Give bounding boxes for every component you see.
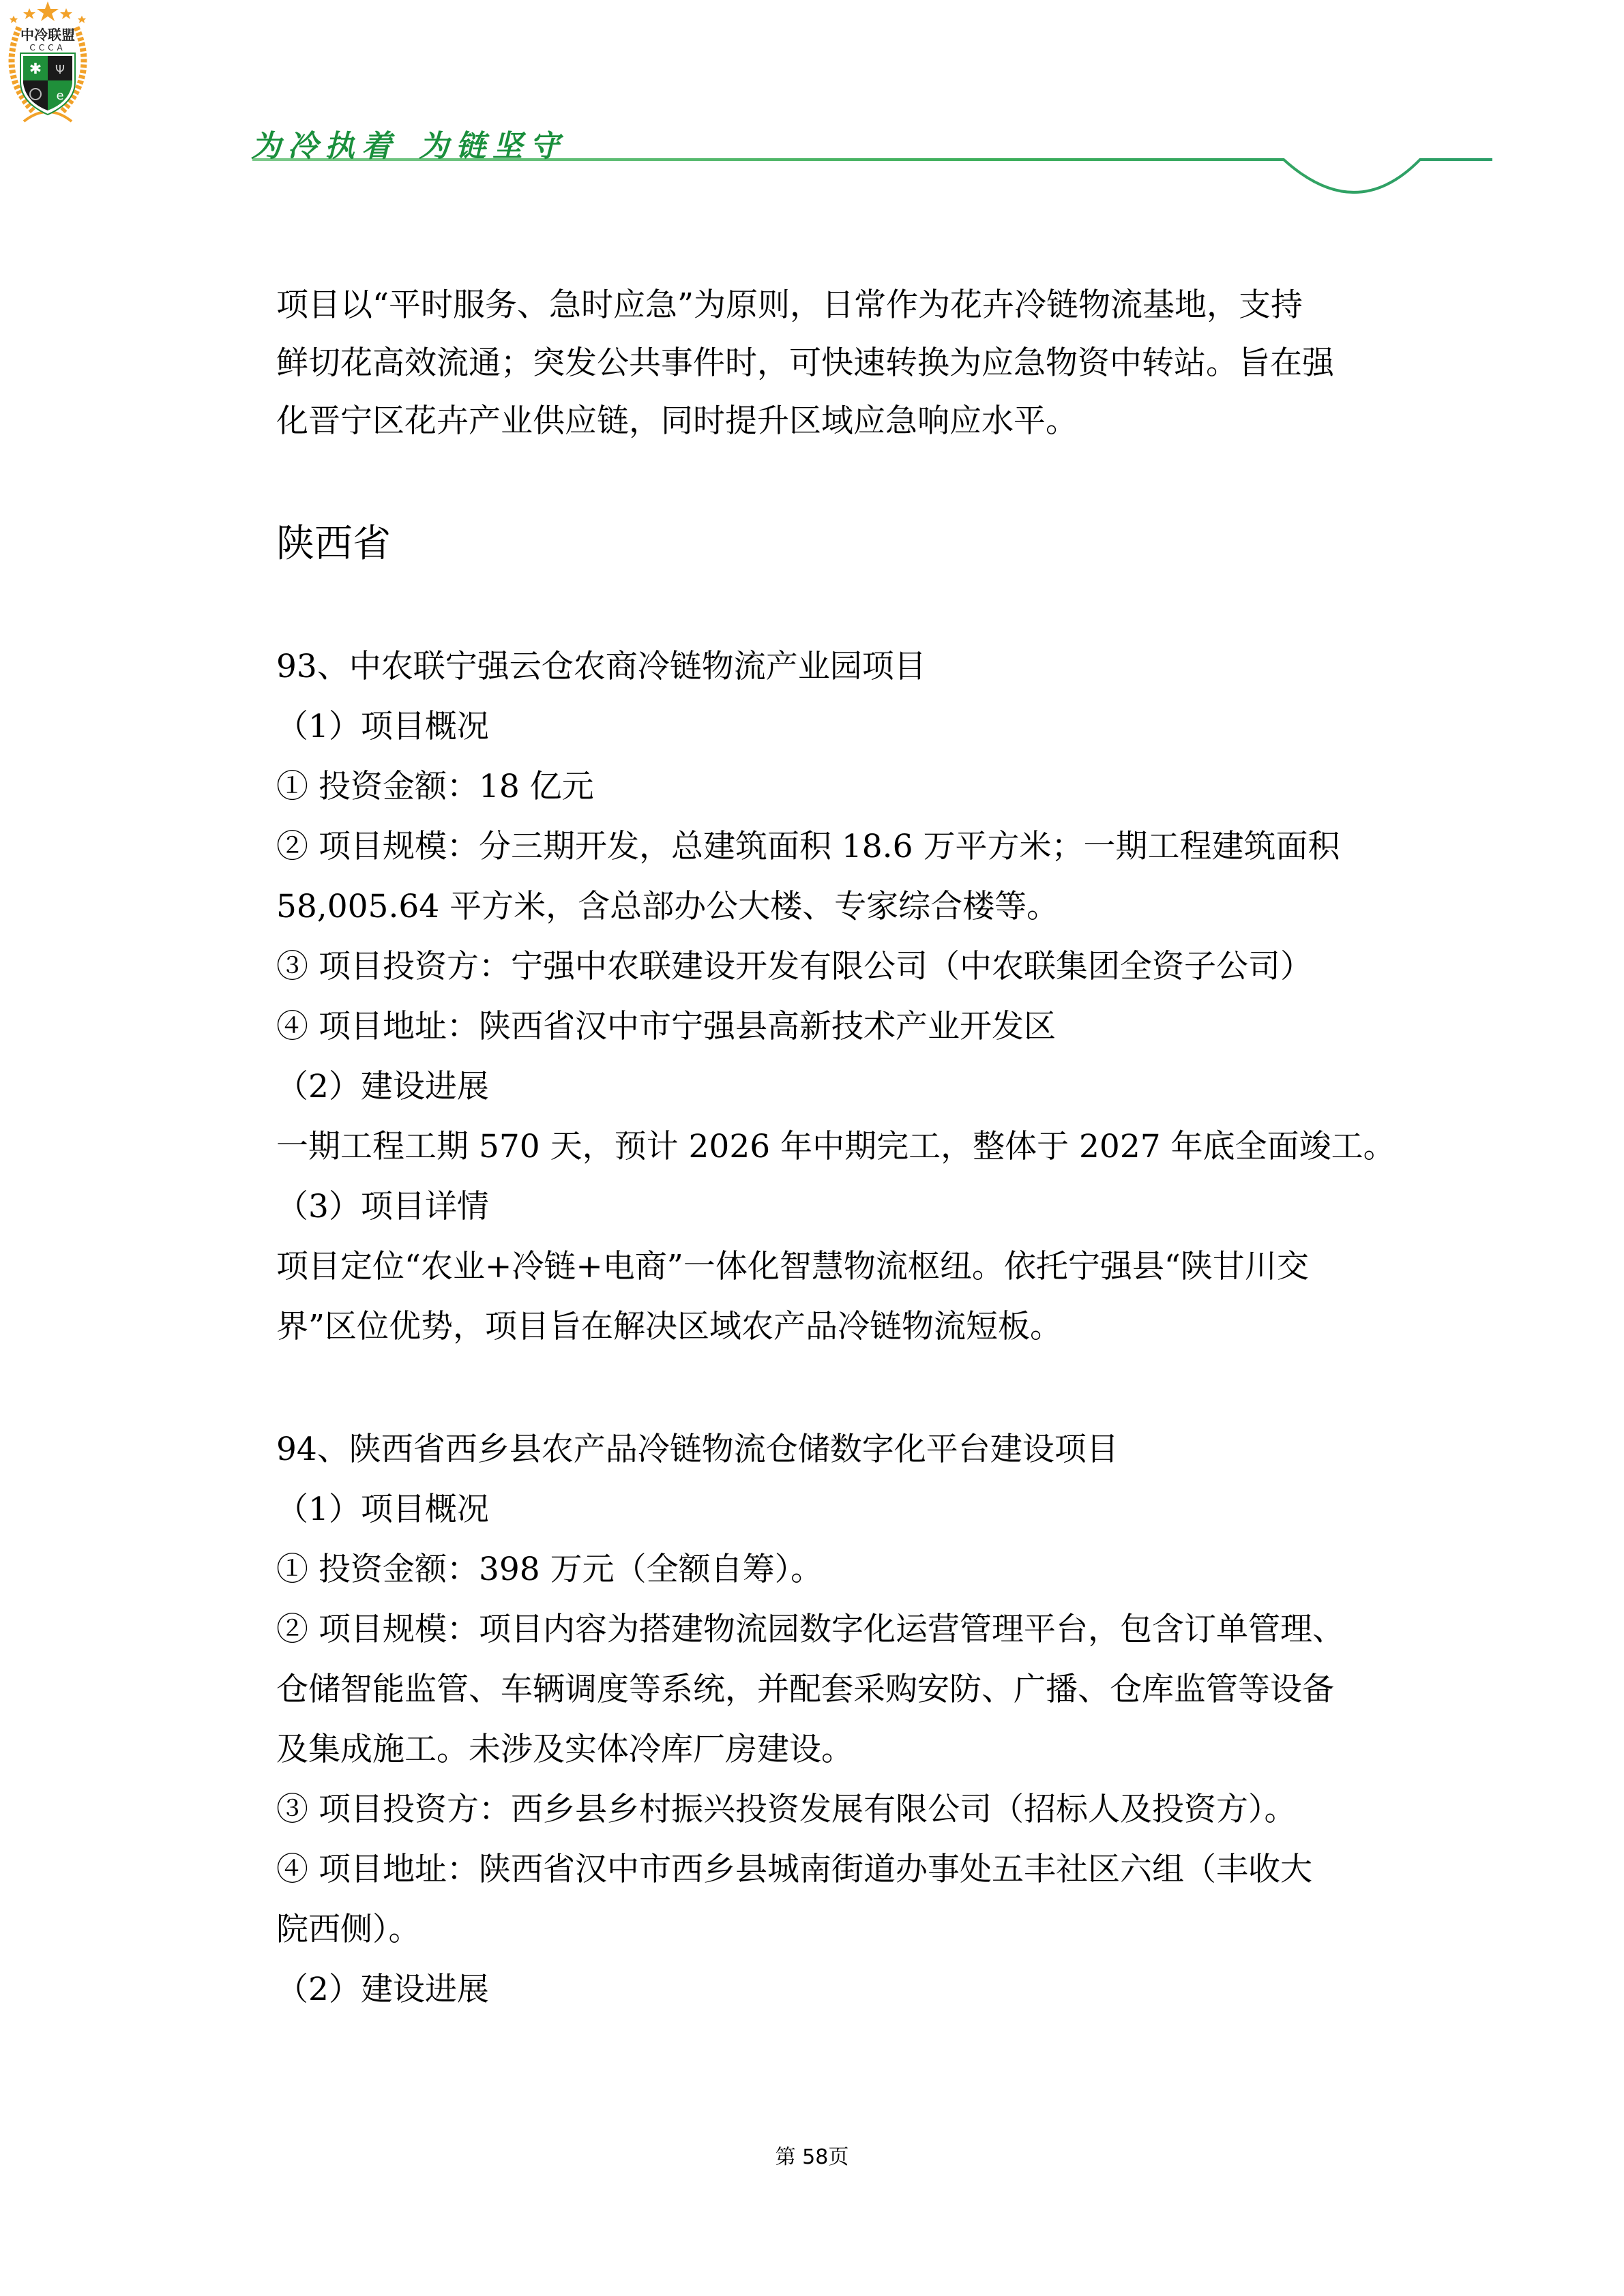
overview-item: ③ 项目投资方：西乡县乡村振兴投资发展有限公司（招标人及投资方）。 xyxy=(276,1791,1297,1828)
svg-text:中冷联盟: 中冷联盟 xyxy=(20,27,75,43)
progress-text: 一期工程工期 570 天，预计 2026 年中期完工，整体于 2027 年底全面竣工。 xyxy=(276,1128,1396,1165)
ccca-logo-icon xyxy=(0,0,95,130)
overview-item: ② 项目规模：项目内容为搭建物流园数字化运营管理平台，包含订单管理、 xyxy=(276,1611,1344,1648)
section-heading-progress: （2）建设进展 xyxy=(276,1971,489,2008)
svg-text:✱: ✱ xyxy=(29,61,42,78)
svg-text:Ψ: Ψ xyxy=(55,63,65,77)
overview-item: ③ 项目投资方：宁强中农联建设开发有限公司（中农联集团全资子公司） xyxy=(276,948,1312,985)
overview-item: ① 投资金额：398 万元（全额自筹）。 xyxy=(276,1551,823,1588)
intro-line: 项目以“平时服务、急时应急”为原则，日常作为花卉冷链物流基地，支持 xyxy=(276,286,1303,324)
slogan-part-2: 为链坚守 xyxy=(419,129,566,164)
svg-text:CCCA: CCCA xyxy=(29,43,66,53)
intro-line: 化晋宁区花卉产业供应链，同时提升区域应急响应水平。 xyxy=(276,402,1078,440)
header-slogan xyxy=(251,121,566,165)
page-header xyxy=(0,0,1624,218)
page-number: 第 58页 xyxy=(775,2145,849,2169)
overview-item: 仓储智能监管、车辆调度等系统，并配套采购安防、广播、仓库监管等设备 xyxy=(276,1671,1334,1708)
overview-item: ① 投资金额：18 亿元 xyxy=(276,768,594,805)
overview-item: 58,005.64 平方米，含总部办公大楼、专家综合楼等。 xyxy=(276,888,1059,925)
province-heading: 陕西省 xyxy=(276,522,391,566)
section-heading-progress: （2）建设进展 xyxy=(276,1068,489,1105)
section-heading-detail: （3）项目详情 xyxy=(276,1188,489,1225)
project-title: 93、中农联宁强云仓农商冷链物流产业园项目 xyxy=(276,648,926,685)
overview-item: ④ 项目地址：陕西省汉中市西乡县城南街道办事处五丰社区六组（丰收大 xyxy=(276,1851,1312,1888)
overview-item: ② 项目规模：分三期开发，总建筑面积 18.6 万平方米；一期工程建筑面积 xyxy=(276,828,1340,865)
section-heading-overview: （1）项目概况 xyxy=(276,1491,489,1528)
detail-text: 项目定位“农业+冷链+电商”一体化智慧物流枢纽。依托宁强县“陕甘川交 xyxy=(276,1248,1309,1285)
intro-line: 鲜切花高效流通；突发公共事件时，可快速转换为应急物资中转站。旨在强 xyxy=(276,344,1334,382)
section-heading-overview: （1）项目概况 xyxy=(276,708,489,745)
project-title: 94、陕西省西乡县农产品冷链物流仓储数字化平台建设项目 xyxy=(276,1431,1119,1468)
overview-item: 院西侧）。 xyxy=(276,1911,421,1948)
detail-text: 界”区位优势，项目旨在解决区域农产品冷链物流短板。 xyxy=(276,1308,1063,1345)
svg-text:e: e xyxy=(56,89,64,103)
overview-item: 及集成施工。未涉及实体冷库厂房建设。 xyxy=(276,1731,853,1768)
header-rule-with-arc xyxy=(0,0,1624,218)
overview-item: ④ 项目地址：陕西省汉中市宁强县高新技术产业开发区 xyxy=(276,1008,1056,1045)
slogan-part-1: 为冷执着 xyxy=(251,129,398,164)
